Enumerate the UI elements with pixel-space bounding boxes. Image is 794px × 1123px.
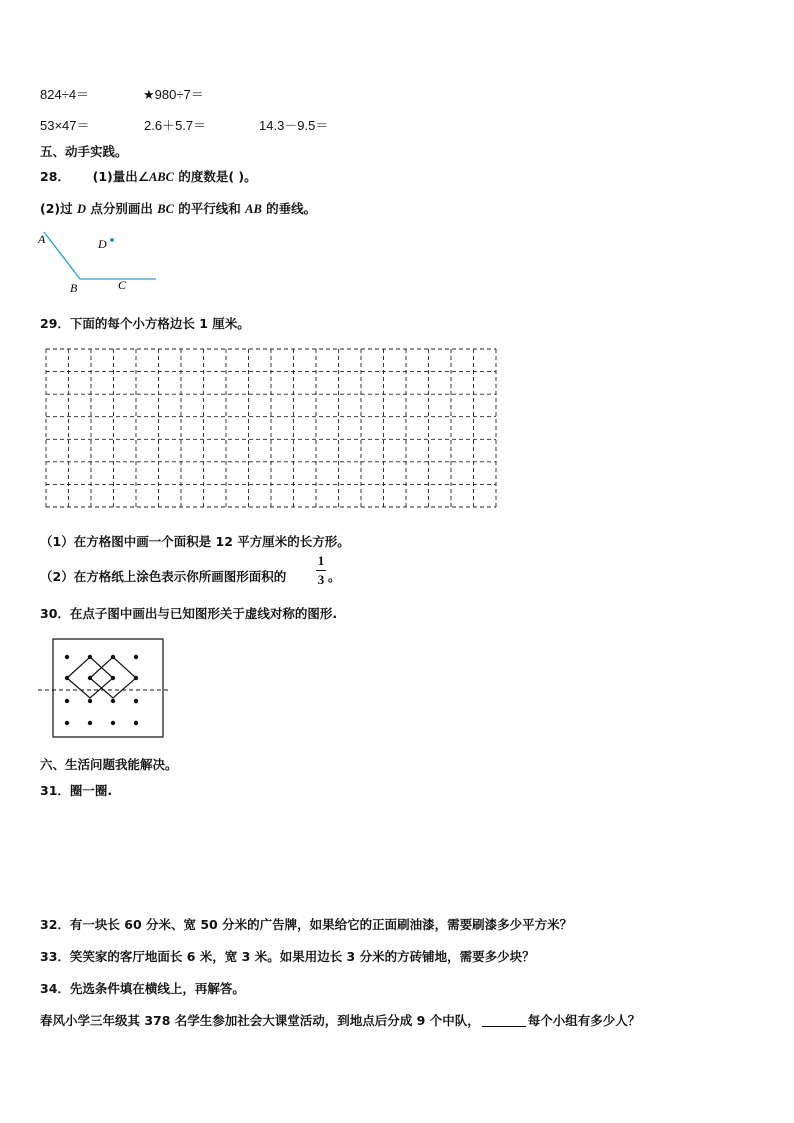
calc-r2-c3: 14.3－9.5＝ xyxy=(259,118,329,133)
label-d: D xyxy=(98,237,107,251)
q34-title: 34．先选条件填在横线上，再解答。 xyxy=(40,981,245,996)
q31-title: 31．圈一圈. xyxy=(40,783,113,798)
fraction-bar xyxy=(316,570,326,571)
q28-part1 xyxy=(40,167,257,185)
q30-title: 30．在点子图中画出与已知图形关于虚线对称的图形. xyxy=(40,606,338,621)
q28-abc: ABC xyxy=(148,170,174,184)
q34-blank[interactable] xyxy=(482,1026,526,1027)
label-c: C xyxy=(118,278,127,292)
square-grid xyxy=(45,348,497,508)
q29-title: 29．下面的每个小方格边长 1 厘米。 xyxy=(40,316,250,331)
angle-figure xyxy=(30,226,190,296)
grid-dot xyxy=(88,721,92,725)
fraction-numerator: 1 xyxy=(317,553,325,568)
calc-r2-c1: 53×47＝ xyxy=(40,118,90,133)
q28-d: D xyxy=(76,202,87,216)
grid-dot xyxy=(134,676,138,680)
q34-text-a: 春风小学三年级其 378 名学生参加社会大课堂活动，到地点后分成 9 个中队， xyxy=(40,1013,480,1028)
fraction-one-third xyxy=(316,553,326,588)
q28-p2c: 的平行线和 xyxy=(173,201,246,216)
calc-r1-c2: ★980÷7＝ xyxy=(143,87,204,102)
dot-grid-figure xyxy=(38,636,178,740)
q28-ab: AB xyxy=(245,202,262,216)
grid-dot xyxy=(111,721,115,725)
q28-part2 xyxy=(40,199,316,217)
q28-p2a: (2)过 xyxy=(40,201,77,216)
q34-problem xyxy=(40,1011,640,1029)
grid-dot xyxy=(65,655,69,659)
ray-ba xyxy=(44,232,80,279)
grid-dot xyxy=(88,655,92,659)
q28-p1b: 的度数是( )。 xyxy=(173,169,257,184)
q28-p1: (1)量出∠ xyxy=(92,169,149,184)
grid-dot xyxy=(88,699,92,703)
q28-bc: BC xyxy=(157,202,174,216)
label-a: A xyxy=(38,232,46,246)
grid-dot xyxy=(134,699,138,703)
grid-dot xyxy=(111,699,115,703)
grid-dot xyxy=(65,676,69,680)
q34-text-b: 每个小组有多少人？ xyxy=(527,1013,641,1028)
section-6-heading: 六、生活问题我能解决。 xyxy=(40,757,178,772)
section-5-heading: 五、动手实践。 xyxy=(40,144,128,159)
grid-dot xyxy=(134,655,138,659)
fraction-denominator: 3 xyxy=(317,572,325,587)
q29-sub1: （1）在方格图中画一个面积是 12 平方厘米的长方形。 xyxy=(40,534,350,549)
q29-sub2: （2）在方格纸上涂色表示你所画图形面积的 xyxy=(40,569,287,584)
grid-dot xyxy=(88,676,92,680)
q33-text: 33．笑笑家的客厅地面长 6 米，宽 3 米。如果用边长 3 分米的方砖铺地，需要多少块？ xyxy=(40,949,535,964)
label-b: B xyxy=(70,281,78,295)
q28-p2b: 点分别画出 xyxy=(86,201,158,216)
q28-number: 28． xyxy=(40,169,70,184)
grid-dot xyxy=(111,655,115,659)
calc-r1-c1: 824÷4＝ xyxy=(40,87,90,102)
grid-dot xyxy=(65,699,69,703)
grid-dot xyxy=(65,721,69,725)
calc-r2-c2: 2.6＋5.7＝ xyxy=(144,118,207,133)
grid-dot xyxy=(111,676,115,680)
dot-frame xyxy=(53,639,163,737)
q29-sub2-end: 。 xyxy=(328,569,341,584)
grid-dot xyxy=(134,721,138,725)
q32-text: 32．有一块长 60 分米、宽 50 分米的广告牌，如果给它的正面刷油漆，需要刷漆多少平方米？ xyxy=(40,917,573,932)
point-d xyxy=(110,238,114,242)
q28-p2d: 的垂线。 xyxy=(261,201,317,216)
